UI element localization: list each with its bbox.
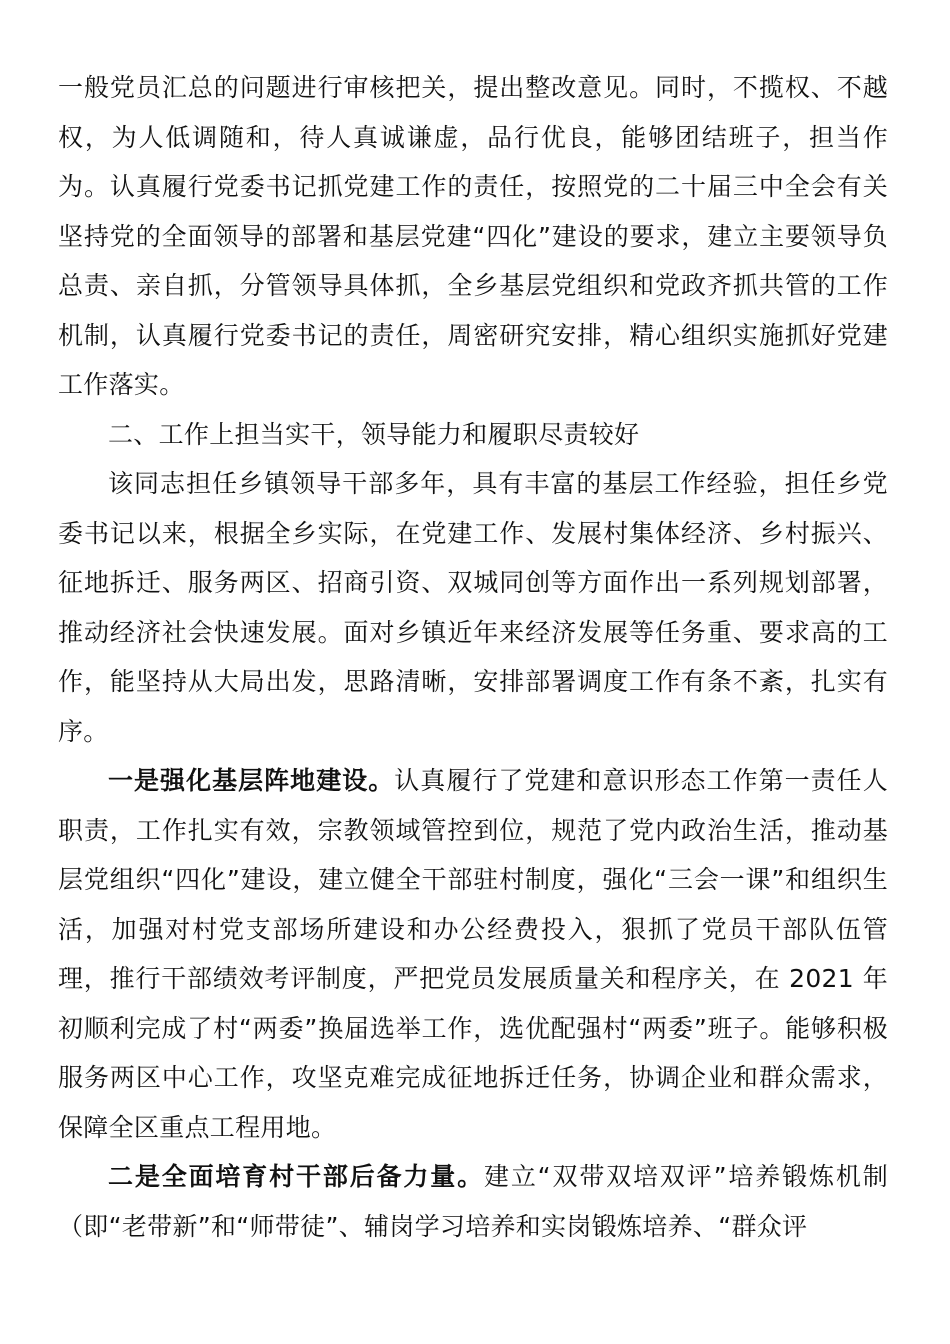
paragraph-continued: 一般党员汇总的问题进行审核把关，提出整改意见。同时，不揽权、不越权，为人低调随和，待人真诚谦虚，品行优良，能够团结班子，担当作为。认真履行党委书记抓党建工作的责任，按照党的二十届三中全会有关坚持党的全面领导的部署和基层党建“四化”建设的要求，建立主要领导负总责、亲自抓，分管领导具体抓，全乡基层党组织和党政齐抓共管的工作机制，认真履行党委书记的责任，周密研究安排，精心组织实施抓好党建工作落实。 — [58, 73, 888, 399]
paragraph-body-text: 认真履行了党建和意识形态工作第一责任人职责，工作扎实有效，宗教领域管控到位，规范了党内政治生活，推动基层党组织“四化”建设，建立健全干部驻村制度，强化“三会一课”和组织生活，加强对村党支部场所建设和办公经费投入，狠抓了党员干部队伍管理，推行干部绩效考评制度，严把党员发展质量关和程序关，在 2021 年初顺利完成了村“两委”换届选举工作，选优配强村“两委”班子。能够积极服务两区中心工作，攻坚克难完成征地拆迁任务，协调企业和群众需求，保障全区重点工程用地。 — [58, 766, 888, 1142]
paragraph-body-text: 建立“双带双培双评”培养锻炼机制（即“老带新”和“师带徒”、辅岗学习培养和实岗锻炼培养、“群众评 — [58, 1162, 888, 1241]
document-body — [58, 63, 888, 1251]
paragraph-cadre-reserve — [58, 1152, 888, 1251]
paragraph-lead-text: 二是全面培育村干部后备力量。 — [108, 1162, 484, 1191]
paragraph-lead-text: 一是强化基层阵地建设。 — [108, 766, 395, 795]
paragraph-leadership-experience: 该同志担任乡镇领导干部多年，具有丰富的基层工作经验，担任乡党委书记以来，根据全乡实际，在党建工作、发展村集体经济、乡村振兴、征地拆迁、服务两区、招商引资、双城同创等方面作出一系列规划部署，推动经济社会快速发展。面对乡镇近年来经济发展等任务重、要求高的工作，能坚持从大局出发，思路清晰，安排部署调度工作有条不紊，扎实有序。 — [58, 469, 888, 746]
paragraph-grassroots-construction — [58, 756, 888, 1152]
section-heading: 二、工作上担当实干，领导能力和履职尽责较好 — [108, 419, 640, 449]
